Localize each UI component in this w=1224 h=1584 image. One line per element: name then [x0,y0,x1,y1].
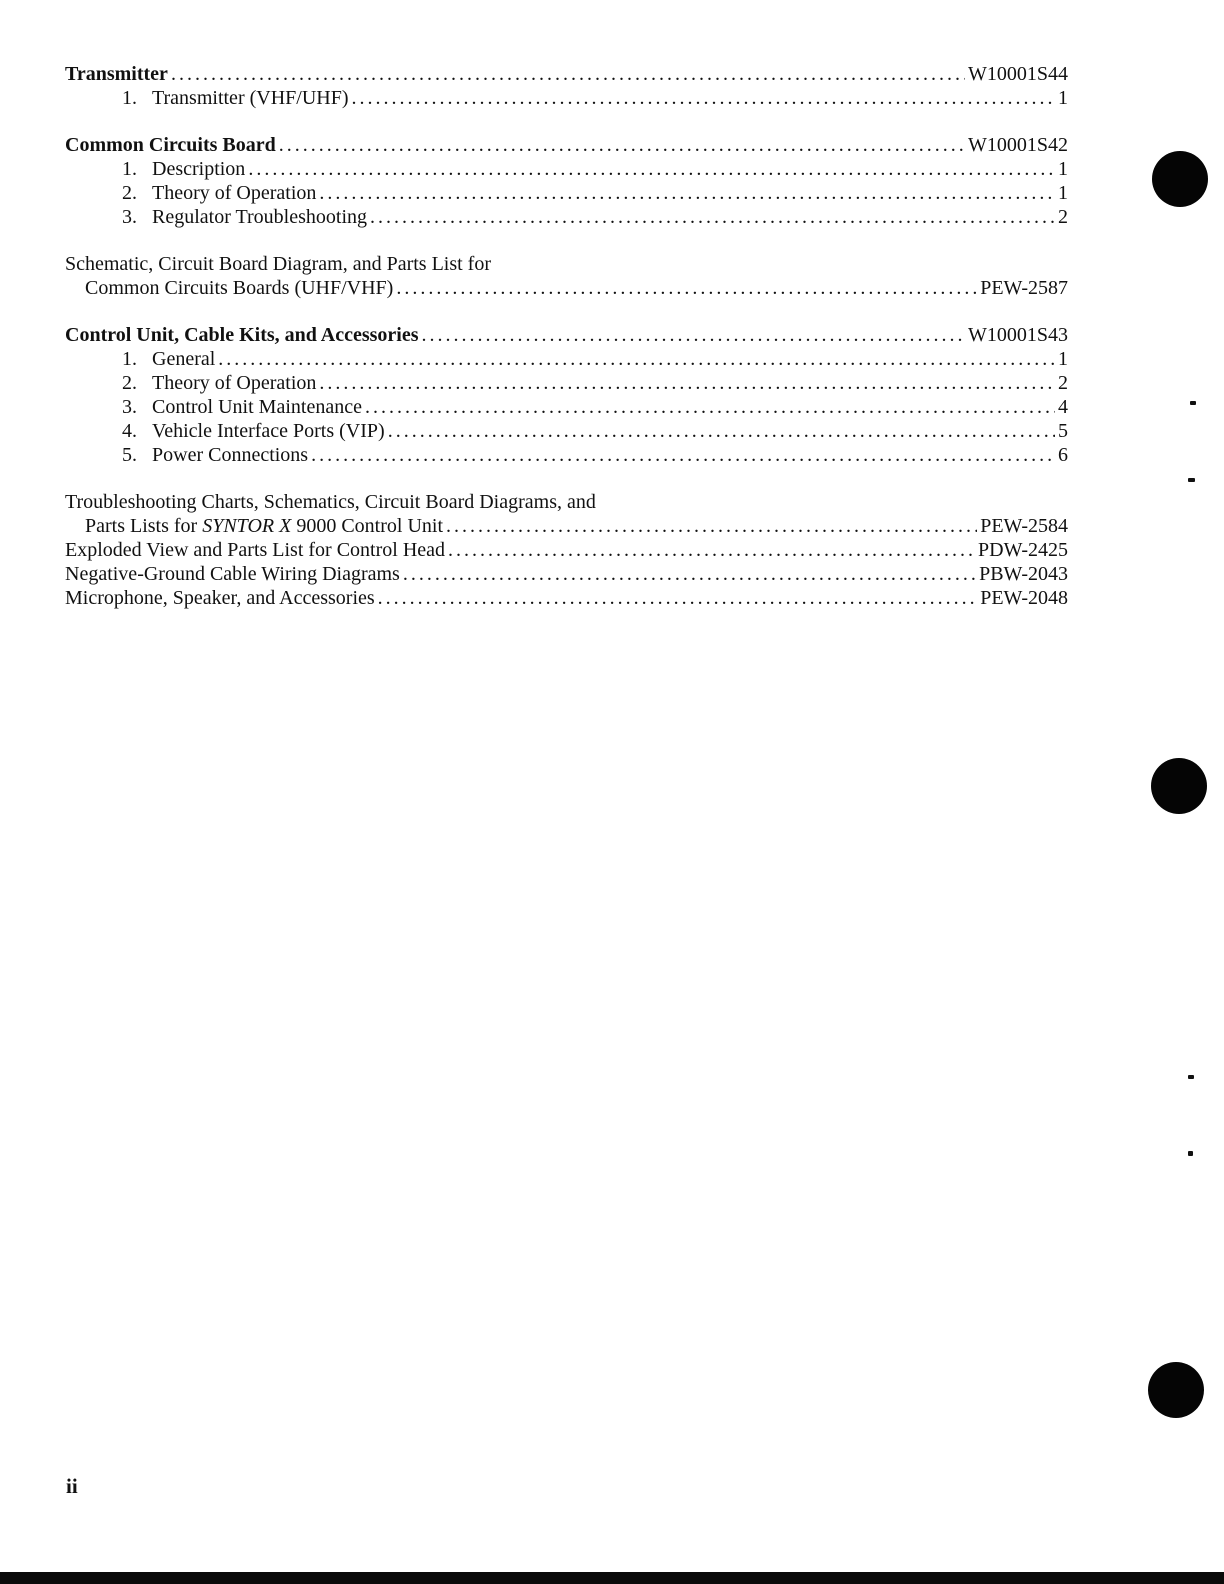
toc-section-common-circuits[interactable] [65,133,1068,157]
item-label: Transmitter (VHF/UHF) [152,87,349,109]
page-number: ii [66,1474,78,1498]
item-number: 3. [122,206,137,228]
section-title: Control Unit, Cable Kits, and Accessories [65,324,419,346]
entry-label: Exploded View and Parts List for Control Head [65,539,446,561]
entry-label: Parts Lists for SYNTOR X 9000 Control Unit [85,515,443,537]
item-number: 1. [122,87,137,109]
toc-item[interactable] [65,347,1068,371]
item-label: Vehicle Interface Ports (VIP) [152,420,385,442]
item-page: 6 [1058,444,1068,466]
table-of-contents [65,62,1068,610]
dot-leader [422,323,965,347]
item-label: Theory of Operation [152,372,317,394]
entry-label: Common Circuits Boards (UHF/VHF) [85,277,394,299]
toc-entry-troubleshooting-line1: Troubleshooting Charts, Schematics, Circuit Board Diagrams, and [65,491,596,513]
dot-leader [319,371,1055,395]
section-ref: W10001S44 [968,63,1068,85]
section-ref: W10001S43 [968,324,1068,346]
dot-leader [248,157,1055,181]
dot-leader [218,347,1055,371]
entry-ref: PBW-2043 [979,563,1068,585]
toc-entry-schematic-line1: Schematic, Circuit Board Diagram, and Parts List for [65,253,492,275]
item-number: 1. [122,158,137,180]
section-title: Transmitter [65,63,168,85]
scan-speck [1188,1075,1194,1079]
item-number: 2. [122,182,137,204]
entry-label: Microphone, Speaker, and Accessories [65,587,375,609]
entry-ref: PEW-2584 [980,515,1068,537]
scan-speck [1188,1151,1193,1156]
item-label: Power Connections [152,444,309,466]
scan-speck [1188,478,1195,482]
item-label: Description [152,158,246,180]
item-page: 4 [1058,396,1068,418]
toc-entry-microphone[interactable] [65,586,1068,610]
toc-item[interactable] [65,395,1068,419]
toc-item[interactable] [65,157,1068,181]
dot-leader [365,395,1055,419]
item-number: 1. [122,348,137,370]
punch-hole-icon [1152,151,1208,207]
dot-leader [171,62,965,86]
dot-leader [388,419,1055,443]
item-page: 1 [1058,87,1068,109]
toc-item[interactable] [65,205,1068,229]
dot-leader [396,276,977,300]
item-page: 5 [1058,420,1068,442]
item-label: General [152,348,216,370]
entry-ref: PDW-2425 [978,539,1068,561]
dot-leader [378,586,978,610]
toc-item[interactable] [65,86,1068,110]
item-number: 4. [122,420,137,442]
section-ref: W10001S42 [968,134,1068,156]
dot-leader [319,181,1055,205]
toc-section-control-unit[interactable] [65,323,1068,347]
punch-hole-icon [1148,1362,1204,1418]
toc-item[interactable] [65,181,1068,205]
dot-leader [311,443,1055,467]
item-label: Theory of Operation [152,182,317,204]
entry-ref: PEW-2048 [980,587,1068,609]
item-number: 5. [122,444,137,466]
dot-leader [352,86,1056,110]
dot-leader [446,514,977,538]
item-page: 2 [1058,206,1068,228]
item-page: 1 [1058,158,1068,180]
scan-speck [1190,401,1196,405]
item-number: 3. [122,396,137,418]
toc-section-transmitter[interactable] [65,62,1068,86]
item-page: 2 [1058,372,1068,394]
item-page: 1 [1058,348,1068,370]
toc-entry-exploded-view[interactable] [65,538,1068,562]
dot-leader [403,562,976,586]
item-label: Regulator Troubleshooting [152,206,368,228]
scan-edge-bar [0,1572,1224,1584]
dot-leader [370,205,1055,229]
dot-leader [279,133,965,157]
toc-item[interactable] [65,419,1068,443]
toc-entry-negative-ground[interactable] [65,562,1068,586]
toc-item[interactable] [65,371,1068,395]
item-label: Control Unit Maintenance [152,396,362,418]
entry-ref: PEW-2587 [980,277,1068,299]
item-page: 1 [1058,182,1068,204]
toc-entry-schematic-common[interactable] [65,276,1068,300]
dot-leader [448,538,975,562]
item-number: 2. [122,372,137,394]
punch-hole-icon [1151,758,1207,814]
product-name: SYNTOR X [202,515,292,537]
toc-entry-troubleshooting[interactable] [65,514,1068,538]
section-title: Common Circuits Board [65,134,276,156]
toc-item[interactable] [65,443,1068,467]
entry-label: Negative-Ground Cable Wiring Diagrams [65,563,400,585]
